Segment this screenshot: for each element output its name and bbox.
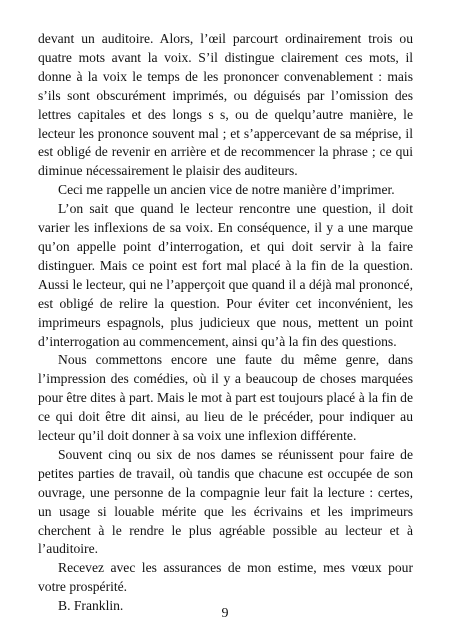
paragraph: Nous commettons encore une faute du même genre, dans l’impression des comédies, où il y a beaucoup de choses marquées pour être dites à part. Mais le mot à part est toujours placé à la fin de ce qui doit être dit ainsi, au lieu de le précéder, pour indiquer au lecteur qu’il doit donner à sa voix une inflexion différente. — [38, 352, 413, 444]
paragraph: devant un auditoire. Alors, l’œil parcourt ordinairement trois ou quatre mots avant la voix. S’il distingue clairement ces mots, il donne à la voix le temps de les prononcer convenablement : mais s’ils sont obscurément imprimés, ou déguisés par l’omission des lettres capitales et des longs s s, ou de quelqu’autre manière, le lecteur les prononce souvent mal ; et s’appercevant de sa méprise, il est obligé de revenir en arrière et de recommencer la phrase ; ce qui diminue nécessairement le plaisir des auditeurs. — [38, 31, 413, 179]
signature-line: B. Franklin. — [58, 598, 124, 614]
paragraph: Recevez avec les assurances de mon estime, mes vœux pour votre prospérité. — [38, 560, 413, 595]
page-number: 9 — [221, 606, 229, 621]
paragraph: Ceci me rappelle un ancien vice de notre manière d’imprimer. — [58, 182, 395, 198]
paragraph: L’on sait que quand le lecteur rencontre une question, il doit varier les inflexions de sa voix. En conséquence, il y a une marque qu’on appelle point d’interrogation, et qui doit servir à la faire distinguer. Mais ce point est fort mal placé à la fin de la question. Aussi le lecteur, qui ne l’apperçoit que quand il a déjà mal prononcé, est obligé de relire la question. Pour éviter cet inconvénient, les imprimeurs espagnols, plus judicieux que nous, mettent un point d’interrogation au commencement, ainsi qu’à la fin des questions. — [38, 201, 413, 349]
paragraph: Souvent cinq ou six de nos dames se réunissent pour faire de petites parties de travail, où tandis que chacune est occupée de son ouvrage, une personne de la compagnie leur fait la lecture : certes, un usage si louable mérite que les écrivains et les imprimeurs cherchent à le rendre le plus agréable possible au lecteur et à l’auditoire. — [38, 446, 413, 557]
page-body — [38, 30, 413, 616]
